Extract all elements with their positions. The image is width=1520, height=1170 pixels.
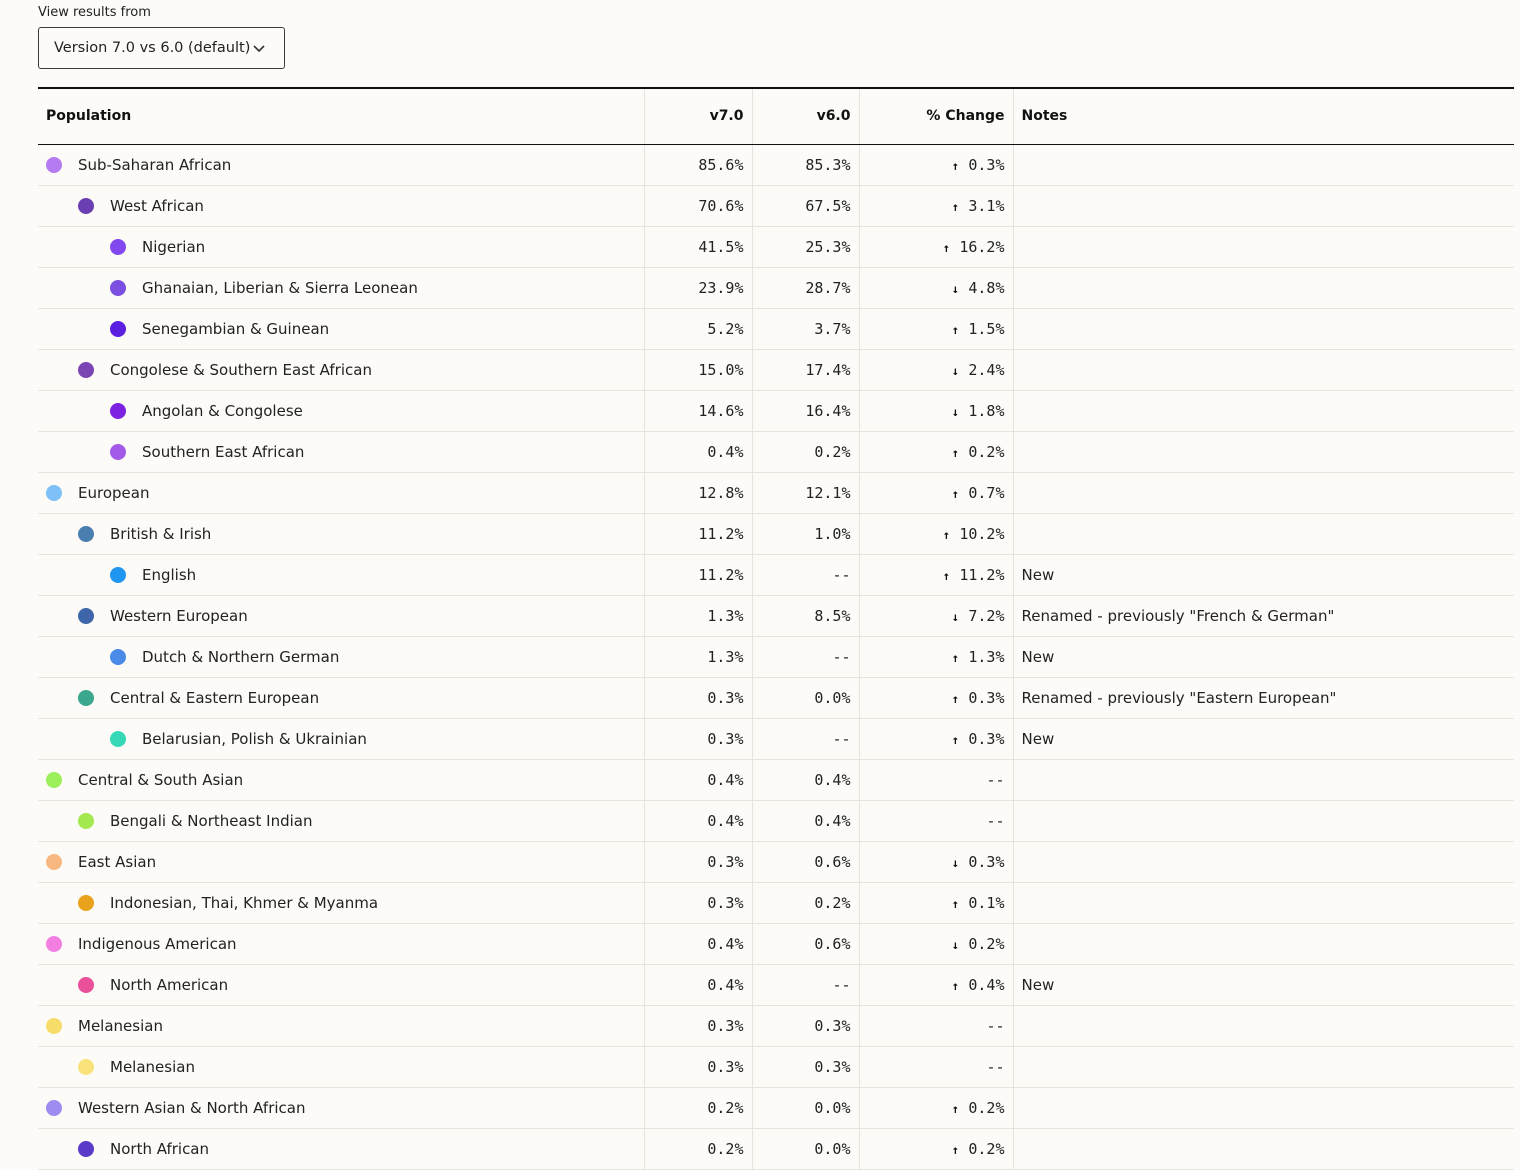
table-row (38, 595, 1514, 636)
arrow-up-icon: ↑ (951, 322, 959, 337)
population-color-dot (110, 444, 126, 460)
population-name: Ghanaian, Liberian & Sierra Leonean (142, 278, 418, 297)
change-value: 0.7% (968, 483, 1005, 502)
v7-value: 1.3% (644, 636, 752, 677)
notes-value: New (1013, 718, 1514, 759)
table-row (38, 431, 1514, 472)
v7-value: 12.8% (644, 472, 752, 513)
v6-value: 85.3% (752, 144, 859, 185)
arrow-up-icon: ↑ (951, 896, 959, 911)
population-name: Central & Eastern European (110, 688, 320, 707)
arrow-up-icon: ↑ (951, 1142, 959, 1157)
change-cell (859, 1046, 1013, 1087)
arrow-up-icon: ↑ (951, 732, 959, 747)
change-cell (859, 759, 1013, 800)
header-notes: Notes (1013, 88, 1514, 144)
change-cell (859, 349, 1013, 390)
change-value: 1.3% (968, 647, 1005, 666)
v7-value: 15.0% (644, 349, 752, 390)
table-row (38, 472, 1514, 513)
population-entry (46, 976, 636, 994)
notes-value (1013, 1087, 1514, 1128)
v6-value: 0.2% (752, 431, 859, 472)
v6-value: 0.6% (752, 923, 859, 964)
v7-value: 0.3% (644, 677, 752, 718)
population-name: Belarusian, Polish & Ukrainian (142, 729, 367, 748)
arrow-down-icon: ↓ (951, 609, 959, 624)
arrow-up-icon: ↑ (951, 978, 959, 993)
population-entry (46, 279, 636, 297)
population-color-dot (78, 813, 94, 829)
v7-value: 0.4% (644, 800, 752, 841)
arrow-down-icon: ↓ (951, 404, 959, 419)
change-cell (859, 677, 1013, 718)
header-population[interactable]: Population (38, 88, 644, 144)
change-value: -- (986, 770, 1005, 789)
population-cell (38, 349, 644, 390)
population-name: British & Irish (110, 524, 212, 543)
change-cell (859, 1128, 1013, 1169)
v7-value: 0.4% (644, 923, 752, 964)
v7-value: 0.4% (644, 759, 752, 800)
population-color-dot (110, 567, 126, 583)
population-name: Nigerian (142, 237, 206, 256)
v6-value: 8.5% (752, 595, 859, 636)
notes-value: New (1013, 964, 1514, 1005)
population-name: Central & South Asian (78, 770, 244, 789)
population-entry (46, 648, 636, 666)
population-cell (38, 390, 644, 431)
notes-value: New (1013, 636, 1514, 677)
notes-value (1013, 267, 1514, 308)
v6-value: 3.7% (752, 308, 859, 349)
notes-value (1013, 1046, 1514, 1087)
population-entry (46, 443, 636, 461)
population-entry (46, 853, 636, 871)
population-entry (46, 320, 636, 338)
arrow-down-icon: ↓ (951, 281, 959, 296)
arrow-up-icon: ↑ (951, 445, 959, 460)
change-value: -- (986, 1016, 1005, 1035)
population-name: North American (110, 975, 229, 994)
population-entry (46, 935, 636, 953)
population-cell (38, 1087, 644, 1128)
population-cell (38, 759, 644, 800)
population-cell (38, 267, 644, 308)
population-color-dot (46, 485, 62, 501)
population-cell (38, 923, 644, 964)
population-entry (46, 1140, 636, 1158)
change-value: 0.2% (968, 1139, 1005, 1158)
notes-value (1013, 759, 1514, 800)
population-entry (46, 1017, 636, 1035)
header-v7[interactable]: v7.0 (644, 88, 752, 144)
v6-value: 12.1% (752, 472, 859, 513)
v7-value: 23.9% (644, 267, 752, 308)
change-value: 4.8% (968, 278, 1005, 297)
population-cell (38, 1005, 644, 1046)
population-cell (38, 144, 644, 185)
change-value: -- (986, 1057, 1005, 1076)
population-entry (46, 730, 636, 748)
change-cell (859, 226, 1013, 267)
v7-value: 0.3% (644, 1005, 752, 1046)
header-v6[interactable]: v6.0 (752, 88, 859, 144)
table-row (38, 390, 1514, 431)
view-results-label: View results from (38, 5, 151, 20)
population-cell (38, 636, 644, 677)
chevron-down-icon (252, 41, 266, 55)
arrow-up-icon: ↑ (951, 486, 959, 501)
v6-value: 0.0% (752, 1087, 859, 1128)
change-value: 2.4% (968, 360, 1005, 379)
v6-value: 0.2% (752, 882, 859, 923)
population-name: North African (110, 1139, 210, 1158)
change-value: -- (986, 811, 1005, 830)
change-cell (859, 513, 1013, 554)
notes-value (1013, 308, 1514, 349)
v6-value: 16.4% (752, 390, 859, 431)
v6-value: 0.4% (752, 800, 859, 841)
notes-value (1013, 349, 1514, 390)
population-cell (38, 308, 644, 349)
v7-value: 11.2% (644, 554, 752, 595)
population-color-dot (46, 157, 62, 173)
population-color-dot (110, 239, 126, 255)
v7-value: 0.3% (644, 841, 752, 882)
notes-value (1013, 390, 1514, 431)
change-value: 0.1% (968, 893, 1005, 912)
change-cell (859, 144, 1013, 185)
population-name: Western European (110, 606, 248, 625)
v6-value: -- (752, 964, 859, 1005)
population-cell (38, 677, 644, 718)
population-entry (46, 525, 636, 543)
population-color-dot (46, 1100, 62, 1116)
arrow-up-icon: ↑ (951, 1101, 959, 1116)
change-value: 0.3% (968, 155, 1005, 174)
version-select-value: Version 7.0 vs 6.0 (default) (54, 40, 251, 56)
change-cell (859, 964, 1013, 1005)
change-value: 1.5% (968, 319, 1005, 338)
arrow-up-icon: ↑ (942, 240, 950, 255)
table-header-row (38, 88, 1514, 144)
change-cell (859, 800, 1013, 841)
table-row (38, 267, 1514, 308)
v7-value: 14.6% (644, 390, 752, 431)
header-change[interactable]: % Change (859, 88, 1013, 144)
table-row (38, 882, 1514, 923)
table-row (38, 677, 1514, 718)
v6-value: 0.4% (752, 759, 859, 800)
change-cell (859, 431, 1013, 472)
population-cell (38, 595, 644, 636)
arrow-up-icon: ↑ (951, 650, 959, 665)
notes-value (1013, 144, 1514, 185)
population-name: Sub-Saharan African (78, 155, 232, 174)
population-entry (46, 689, 636, 707)
notes-value (1013, 882, 1514, 923)
arrow-down-icon: ↓ (951, 937, 959, 952)
v6-value: -- (752, 718, 859, 759)
v6-value: 67.5% (752, 185, 859, 226)
population-name: Western Asian & North African (78, 1098, 306, 1117)
population-color-dot (78, 690, 94, 706)
population-color-dot (78, 198, 94, 214)
change-cell (859, 472, 1013, 513)
population-color-dot (78, 895, 94, 911)
arrow-up-icon: ↑ (942, 527, 950, 542)
population-color-dot (110, 280, 126, 296)
arrow-up-icon: ↑ (942, 568, 950, 583)
population-name: European (78, 483, 150, 502)
change-value: 11.2% (959, 565, 1005, 584)
change-cell (859, 390, 1013, 431)
change-value: 0.3% (968, 729, 1005, 748)
v7-value: 1.3% (644, 595, 752, 636)
notes-value: Renamed - previously "Eastern European" (1013, 677, 1514, 718)
v7-value: 0.2% (644, 1087, 752, 1128)
notes-value: Renamed - previously "French & German" (1013, 595, 1514, 636)
change-cell (859, 1005, 1013, 1046)
notes-value (1013, 226, 1514, 267)
population-entry (46, 1099, 636, 1117)
change-value: 3.1% (968, 196, 1005, 215)
arrow-down-icon: ↓ (951, 363, 959, 378)
v7-value: 41.5% (644, 226, 752, 267)
population-cell (38, 1128, 644, 1169)
population-color-dot (78, 1141, 94, 1157)
v7-value: 85.6% (644, 144, 752, 185)
population-entry (46, 1058, 636, 1076)
population-name: Senegambian & Guinean (142, 319, 330, 338)
population-cell (38, 513, 644, 554)
population-entry (46, 771, 636, 789)
change-value: 0.2% (968, 934, 1005, 953)
results-table (38, 87, 1514, 1170)
population-name: Melanesian (78, 1016, 163, 1035)
table-row (38, 226, 1514, 267)
population-entry (46, 238, 636, 256)
table-row (38, 800, 1514, 841)
table-row (38, 1128, 1514, 1169)
notes-value (1013, 800, 1514, 841)
table-row (38, 185, 1514, 226)
population-color-dot (46, 936, 62, 952)
change-value: 0.2% (968, 442, 1005, 461)
change-cell (859, 185, 1013, 226)
population-cell (38, 718, 644, 759)
table-row (38, 349, 1514, 390)
population-cell (38, 226, 644, 267)
arrow-up-icon: ↑ (951, 691, 959, 706)
change-value: 0.4% (968, 975, 1005, 994)
population-color-dot (78, 1059, 94, 1075)
v6-value: 0.0% (752, 677, 859, 718)
v6-value: 25.3% (752, 226, 859, 267)
v6-value: 28.7% (752, 267, 859, 308)
population-color-dot (110, 649, 126, 665)
population-name: English (142, 565, 197, 584)
v7-value: 0.3% (644, 1046, 752, 1087)
results-table-body (38, 144, 1514, 1169)
change-value: 0.3% (968, 688, 1005, 707)
change-value: 10.2% (959, 524, 1005, 543)
arrow-up-icon: ↑ (951, 199, 959, 214)
arrow-up-icon: ↑ (951, 158, 959, 173)
notes-value (1013, 185, 1514, 226)
population-name: East Asian (78, 852, 157, 871)
change-cell (859, 267, 1013, 308)
population-name: Indigenous American (78, 934, 237, 953)
change-cell (859, 308, 1013, 349)
population-name: Melanesian (110, 1057, 195, 1076)
change-cell (859, 595, 1013, 636)
table-row (38, 1046, 1514, 1087)
v7-value: 11.2% (644, 513, 752, 554)
table-row (38, 964, 1514, 1005)
change-value: 0.2% (968, 1098, 1005, 1117)
population-name: Southern East African (142, 442, 305, 461)
v6-value: -- (752, 636, 859, 677)
population-cell (38, 1046, 644, 1087)
v6-value: 0.0% (752, 1128, 859, 1169)
population-color-dot (46, 1018, 62, 1034)
population-entry (46, 607, 636, 625)
population-entry (46, 197, 636, 215)
table-row (38, 513, 1514, 554)
table-row (38, 144, 1514, 185)
v7-value: 5.2% (644, 308, 752, 349)
notes-value (1013, 513, 1514, 554)
v6-value: 0.3% (752, 1005, 859, 1046)
notes-value (1013, 841, 1514, 882)
population-name: Bengali & Northeast Indian (110, 811, 313, 830)
change-value: 7.2% (968, 606, 1005, 625)
v6-value: 0.6% (752, 841, 859, 882)
population-cell (38, 882, 644, 923)
change-cell (859, 841, 1013, 882)
population-name: Congolese & Southern East African (110, 360, 372, 379)
population-cell (38, 185, 644, 226)
table-row (38, 636, 1514, 677)
population-entry (46, 361, 636, 379)
version-select[interactable] (38, 27, 285, 69)
change-value: 16.2% (959, 237, 1005, 256)
v7-value: 0.3% (644, 718, 752, 759)
notes-value: New (1013, 554, 1514, 595)
population-entry (46, 812, 636, 830)
population-entry (46, 566, 636, 584)
population-name: Indonesian, Thai, Khmer & Myanma (110, 893, 379, 912)
v7-value: 0.4% (644, 964, 752, 1005)
arrow-down-icon: ↓ (951, 855, 959, 870)
population-cell (38, 431, 644, 472)
table-row (38, 1087, 1514, 1128)
population-entry (46, 484, 636, 502)
table-row (38, 718, 1514, 759)
table-row (38, 308, 1514, 349)
population-name: Angolan & Congolese (142, 401, 303, 420)
population-color-dot (78, 526, 94, 542)
population-color-dot (46, 772, 62, 788)
population-cell (38, 841, 644, 882)
v6-value: 17.4% (752, 349, 859, 390)
v6-value: -- (752, 554, 859, 595)
population-color-dot (78, 608, 94, 624)
notes-value (1013, 431, 1514, 472)
population-cell (38, 800, 644, 841)
change-value: 0.3% (968, 852, 1005, 871)
table-row (38, 923, 1514, 964)
population-color-dot (78, 362, 94, 378)
table-row (38, 759, 1514, 800)
table-row (38, 841, 1514, 882)
change-cell (859, 1087, 1013, 1128)
population-cell (38, 554, 644, 595)
change-cell (859, 636, 1013, 677)
population-name: Dutch & Northern German (142, 647, 340, 666)
population-cell (38, 472, 644, 513)
v7-value: 0.4% (644, 431, 752, 472)
change-cell (859, 554, 1013, 595)
v7-value: 70.6% (644, 185, 752, 226)
v6-value: 0.3% (752, 1046, 859, 1087)
change-cell (859, 882, 1013, 923)
population-color-dot (110, 731, 126, 747)
change-cell (859, 718, 1013, 759)
table-row (38, 1005, 1514, 1046)
change-value: 1.8% (968, 401, 1005, 420)
v7-value: 0.3% (644, 882, 752, 923)
notes-value (1013, 472, 1514, 513)
population-entry (46, 156, 636, 174)
v6-value: 1.0% (752, 513, 859, 554)
population-color-dot (110, 321, 126, 337)
population-cell (38, 964, 644, 1005)
population-color-dot (110, 403, 126, 419)
change-cell (859, 923, 1013, 964)
table-row (38, 554, 1514, 595)
notes-value (1013, 1128, 1514, 1169)
population-color-dot (78, 977, 94, 993)
notes-value (1013, 923, 1514, 964)
population-name: West African (110, 196, 204, 215)
population-entry (46, 402, 636, 420)
notes-value (1013, 1005, 1514, 1046)
population-entry (46, 894, 636, 912)
population-color-dot (46, 854, 62, 870)
v7-value: 0.2% (644, 1128, 752, 1169)
